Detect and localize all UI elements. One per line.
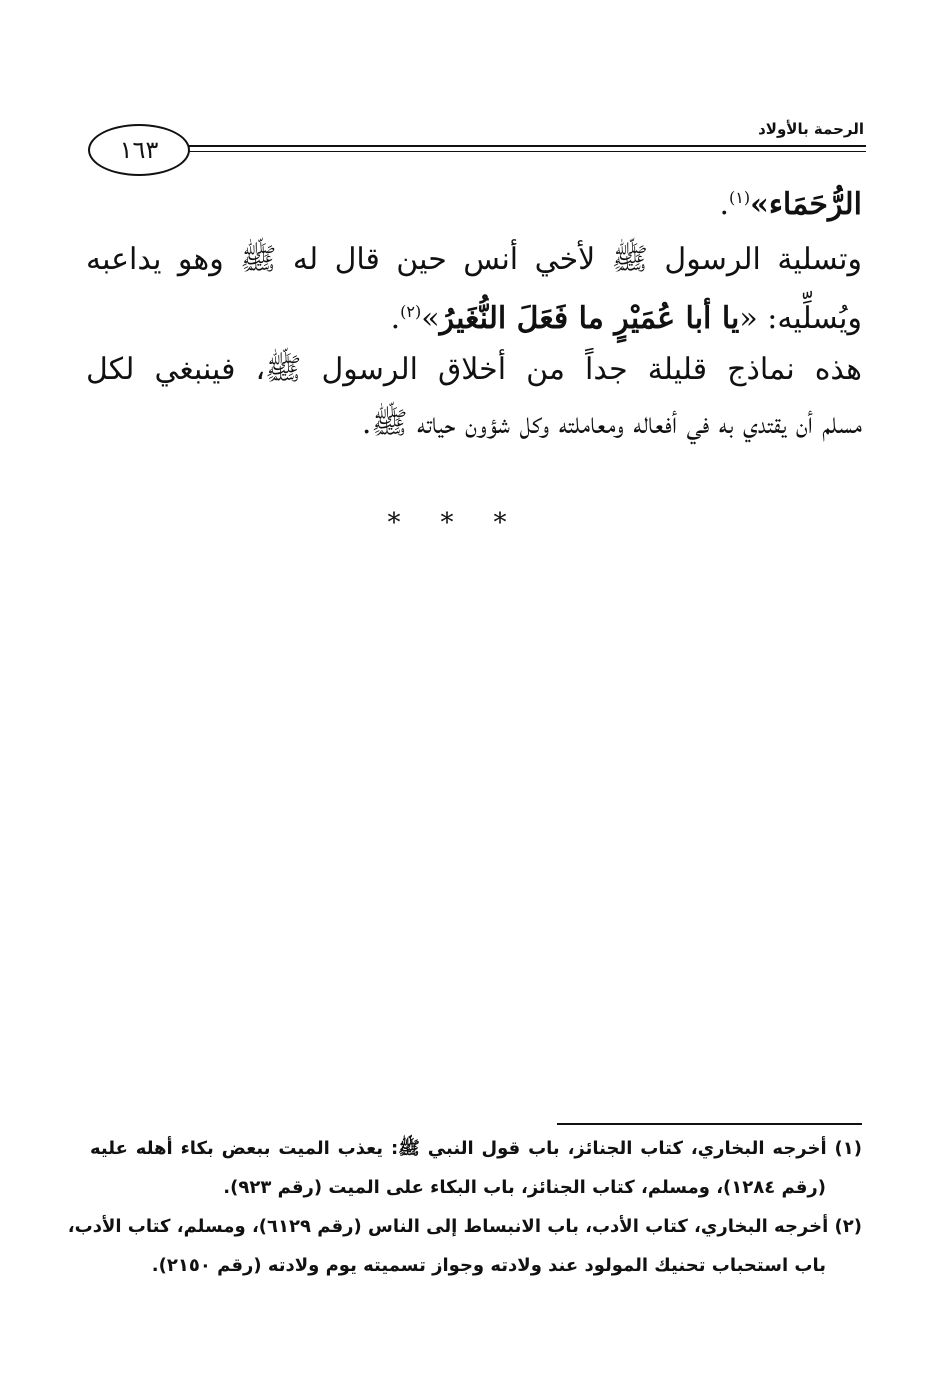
line3-period: . <box>390 301 401 336</box>
running-title: الرحمة بالأولاد <box>758 120 864 138</box>
body-line-1 <box>86 178 862 225</box>
footnote-1-line-1: (١) أخرجه البخاري، كتاب الجنائز، باب قول النبي ﷺ: يعذب الميت ببعض بكاء أهله عليه <box>90 1138 862 1159</box>
header-rule <box>180 145 866 147</box>
page-number-text: ١٦٣ <box>119 136 159 164</box>
body-line-3 <box>86 292 862 339</box>
header-rule-thin <box>180 151 866 152</box>
body-line-5: مسلم أن يقتدي به في أفعاله ومعاملته وكل شؤون حياته ﷺ. <box>361 406 862 441</box>
hadith-quote: يا أبا عُمَيْرٍ ما فَعَلَ النُّغَيرُ <box>439 301 740 336</box>
page-number <box>88 124 190 176</box>
footnote-ref-1: (١) <box>728 188 751 207</box>
body-line-4: هذه نماذج قليلة جداً من أخلاق الرسول ﷺ، فينبغي لكل <box>86 352 862 387</box>
footnote-ref-2: (٢) <box>400 302 422 321</box>
footnote-2-line-1: (٢) أخرجه البخاري، كتاب الأدب، باب الانبساط إلى الناس (رقم ٦١٢٩)، ومسلم، كتاب الأدب، <box>67 1216 862 1237</box>
line1-period: . <box>719 187 729 222</box>
body-line-2: وتسلية الرسول ﷺ لأخي أنس حين قال له ﷺ وهو يداعبه <box>86 242 862 277</box>
footnote-2-line-2: باب استحباب تحنيك المولود عند ولادته وجواز تسميته يوم ولادته (رقم ٢١٥٠). <box>151 1255 826 1276</box>
line3-quote-close: » <box>421 301 440 336</box>
section-separator: *** <box>387 508 547 538</box>
footnote-rule <box>557 1123 862 1125</box>
line3-start: ويُسلِّيه: « <box>739 301 862 336</box>
footnote-1-line-2: (رقم ١٢٨٤)، ومسلم، كتاب الجنائز، باب البكاء على الميت (رقم ٩٢٣). <box>223 1177 826 1198</box>
quote-end-text: الرُّحَمَاء» <box>750 187 862 222</box>
